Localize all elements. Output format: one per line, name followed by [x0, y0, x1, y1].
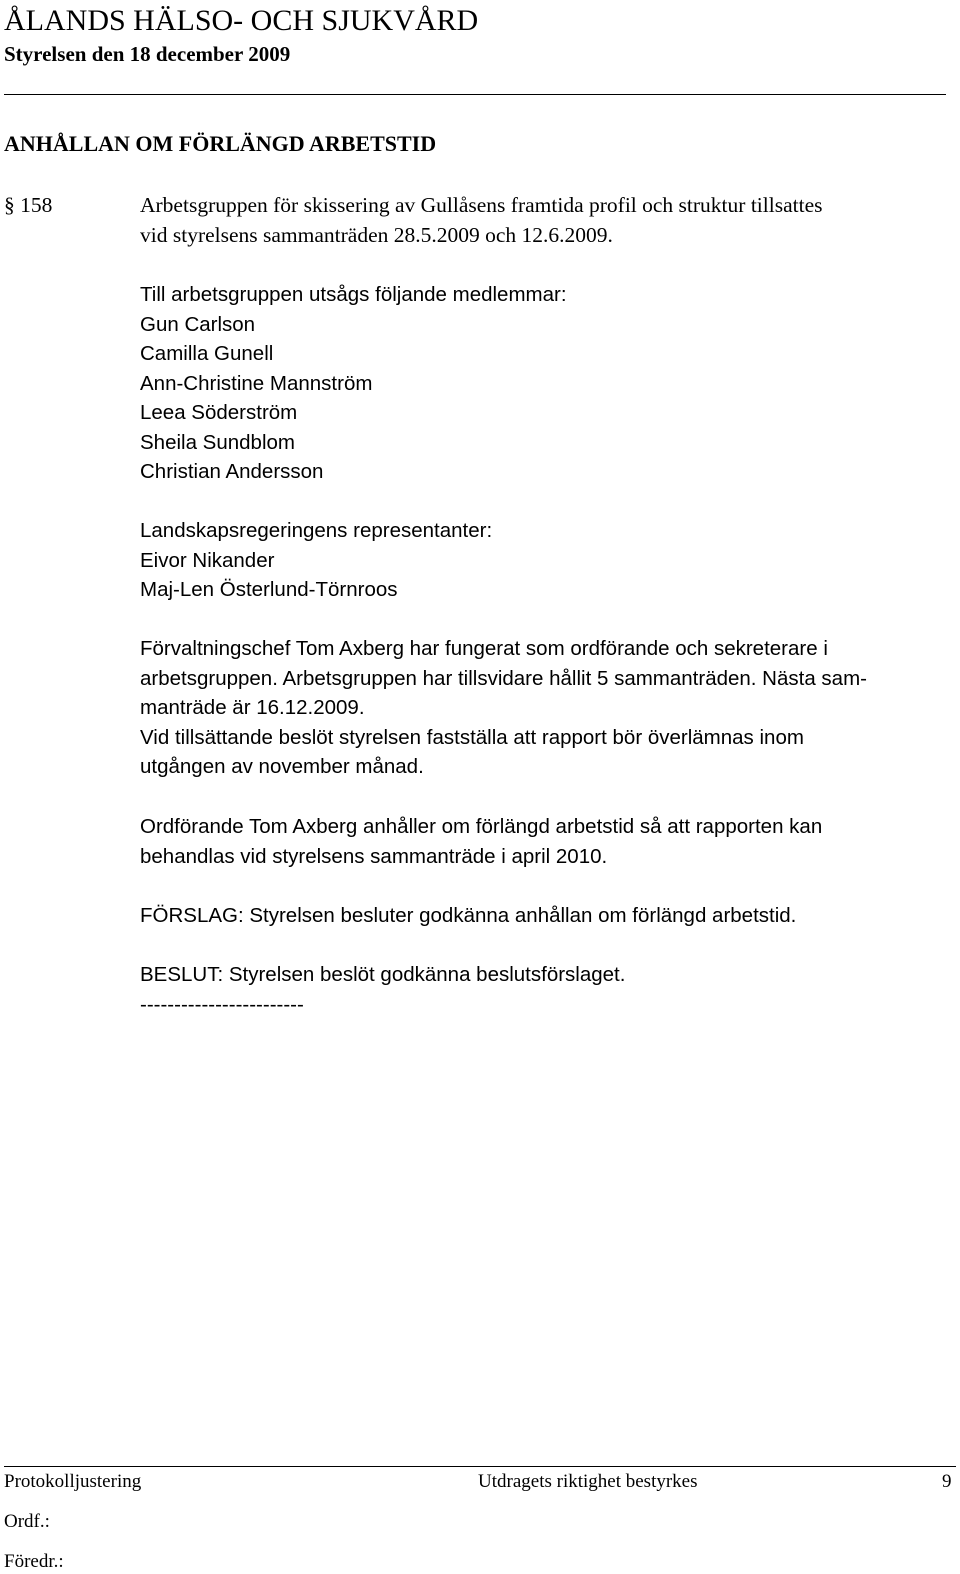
representative-name: Eivor Nikander: [140, 548, 275, 572]
text-line: arbetsgruppen. Arbetsgruppen har tillsvidare hållit 5 sammanträden. Nästa sam-: [140, 666, 867, 690]
member-name: Gun Carlson: [140, 312, 256, 336]
intro-paragraph: [140, 191, 822, 250]
footer-ordf: Ordf.:: [4, 1511, 50, 1532]
page-number: 9: [942, 1471, 952, 1492]
footer-protocol-check: Protokolljustering: [4, 1471, 142, 1492]
text-line: Arbetsgruppen för skissering av Gullåsens framtida profil och struktur tillsattes: [140, 193, 823, 217]
footer-certification: Utdragets riktighet bestyrkes: [478, 1471, 698, 1492]
admin-paragraph: [140, 634, 867, 782]
document-title: ÅLANDS HÄLSO- OCH SJUKVÅRD: [4, 4, 479, 37]
chair-paragraph: [140, 812, 822, 871]
decision: [140, 960, 625, 1019]
member-name: Christian Andersson: [140, 460, 324, 483]
text-line: Ordförande Tom Axberg anhåller om förlängd arbetstid så att rapporten kan: [140, 815, 823, 838]
members-intro: Till arbetsgruppen utsågs följande medlemmar:: [140, 283, 567, 306]
footer-foredr: Föredr.:: [4, 1551, 64, 1572]
representatives-list: [140, 516, 492, 605]
member-name: Leea Söderström: [140, 401, 298, 424]
text-line: Vid tillsättande beslöt styrelsen fastställa att rapport bör överlämnas inom: [140, 725, 804, 749]
members-list: [140, 280, 567, 487]
text-line: vid styrelsens sammanträden 28.5.2009 och 12.6.2009.: [140, 222, 613, 247]
text-line: utgången av november månad.: [140, 755, 424, 778]
member-name: Camilla Gunell: [140, 342, 274, 365]
footer-rule: [4, 1466, 956, 1467]
text-line: behandlas vid styrelsens sammanträde i april 2010.: [140, 844, 608, 868]
representative-name: Maj-Len Österlund-Törnroos: [140, 578, 398, 601]
text-line: manträde är 16.12.2009.: [140, 696, 365, 719]
proposal: [140, 901, 796, 931]
member-name: Ann-Christine Mannström: [140, 371, 373, 395]
section-number: § 158: [4, 193, 53, 217]
end-separator: ------------------------: [140, 992, 304, 1016]
member-name: Sheila Sundblom: [140, 430, 295, 454]
decision-text: BESLUT: Styrelsen beslöt godkänna beslutsförslaget.: [140, 963, 626, 986]
section-heading: ANHÅLLAN OM FÖRLÄNGD ARBETSTID: [4, 131, 437, 156]
header-rule: [4, 94, 946, 95]
meeting-date: Styrelsen den 18 december 2009: [4, 42, 291, 66]
proposal-text: FÖRSLAG: Styrelsen besluter godkänna anhållan om förlängd arbetstid.: [140, 904, 797, 927]
representatives-intro: Landskapsregeringens representanter:: [140, 519, 493, 542]
text-line: Förvaltningschef Tom Axberg har fungerat som ordförande och sekreterare i: [140, 637, 828, 660]
